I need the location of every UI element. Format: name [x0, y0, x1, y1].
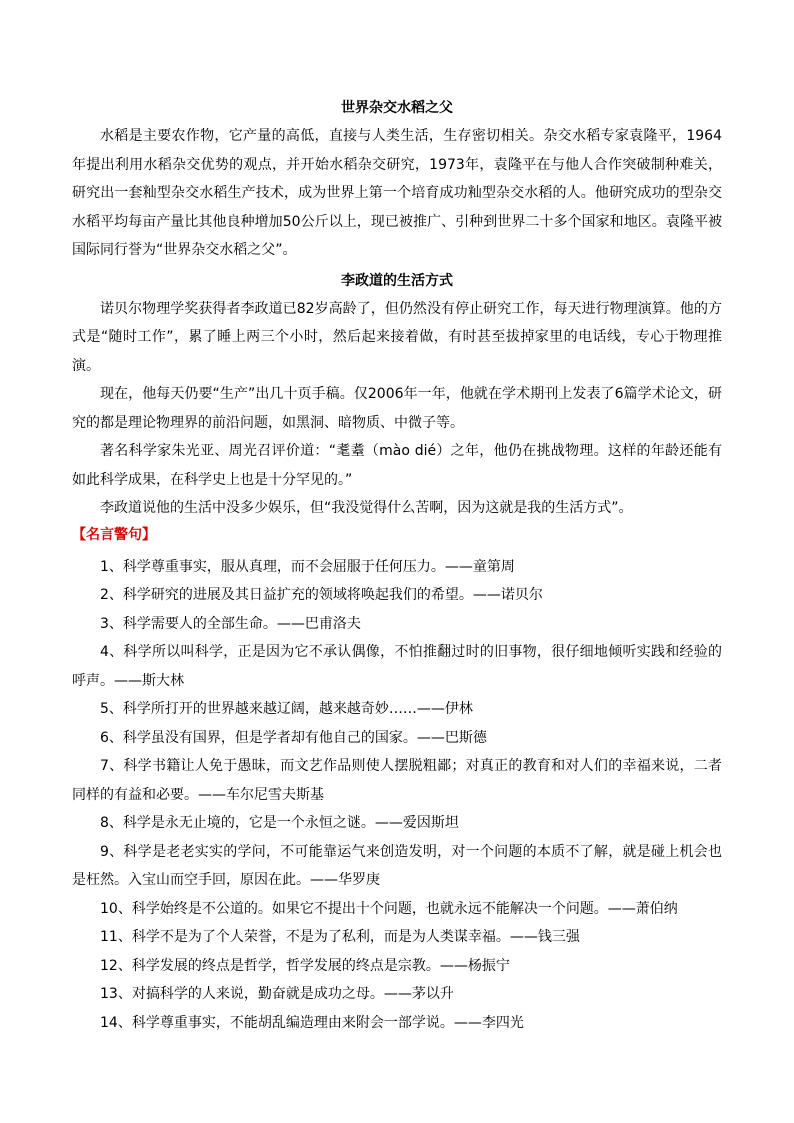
quotes-list — [72, 553, 722, 1038]
quote-item: 13、对搞科学的人来说，勤奋就是成功之母。——茅以升 — [100, 986, 454, 1002]
quote-item: 10、科学始终是不公道的。如果它不提出十个问题，也就永远不能解决一个问题。——萧伯纳 — [100, 900, 678, 917]
quote-item: 12、科学发展的终点是哲学，哲学发展的终点是宗教。——杨振宁 — [100, 957, 510, 974]
quote-item: 2、科学研究的进展及其日益扩充的领域将唤起我们的希望。——诺贝尔 — [100, 587, 543, 603]
quote-item: 4、科学所以叫科学，正是因为它不承认偶像，不怕推翻过时的旧事物，很仔细地倾听实践和经验的呼声。——斯大林 — [72, 644, 722, 689]
quote-item: 1、科学尊重事实，服从真理，而不会屈服于任何压力。——童第周 — [100, 558, 515, 575]
paragraph: 著名科学家朱光亚、周光召评价道：“耄耋（mào dié）之年，他仍在挑战物理。这样的年龄还能有如此科学成果，在科学史上也是十分罕见的。” — [72, 443, 722, 488]
paragraph: 现在，他每天仍要“生产”出几十页手稿。仅2006年一年，他就在学术期刊上发表了6篇学术论文，研究的都是理论物理界的前沿问题，如黑洞、暗物质、中微子等。 — [72, 386, 722, 431]
section-title-yuan-longping: 世界杂交水稻之父 — [341, 100, 453, 116]
quote-item: 14、科学尊重事实，不能胡乱编造理由来附会一部学说。——李四光 — [100, 1014, 524, 1031]
quote-item: 11、科学不是为了个人荣誉，不是为了私利，而是为人类谋幸福。——钱三强 — [100, 929, 580, 945]
quote-item: 7、科学书籍让人免于愚昧，而文艺作品则使人摆脱粗鄙；对真正的教育和对人们的幸福来说，二者同样的有益和必要。——车尔尼雪夫斯基 — [72, 758, 722, 803]
quote-item: 5、科学所打开的世界越来越辽阔，越来越奇妙……——伊林 — [100, 701, 473, 717]
quotes-section-label: 【名言警句】 — [72, 526, 156, 543]
document-page — [72, 96, 722, 1037]
paragraph: 诺贝尔物理学奖获得者李政道已82岁高龄了，但仍然没有停止研究工作，每天进行物理演算。他的方式是“随时工作”，累了睡上两三个小时，然后起来接着做，有时甚至拔掉家里的电话线，专心于物理推演。 — [72, 300, 722, 374]
quote-item: 9、科学是老老实实的学问，不可能靠运气来创造发明，对一个问题的本质不了解，就是碰上机会也是枉然。入宝山而空手回，原因在此。——华罗庚 — [72, 843, 722, 888]
quote-item: 6、科学虽没有国界，但是学者却有他自己的国家。——巴斯德 — [100, 729, 487, 746]
quote-item: 3、科学需要人的全部生命。——巴甫洛夫 — [100, 615, 361, 632]
quote-item: 8、科学是永无止境的，它是一个永恒之谜。——爱因斯坦 — [100, 815, 459, 831]
paragraph: 水稻是主要农作物，它产量的高低，直接与人类生活，生存密切相关。杂交水稻专家袁隆平，1964年提出利用水稻杂交优势的观点，并开始水稻杂交研究，1973年，袁隆平在与他人合作突破制种难关，研究出一套籼型杂交水稻生产技术，成为世界上第一个培育成功籼型杂交水稻的人。他研究成功的型杂交水稻平均每亩产量比其他良种增加50公斤以上，现已被推广、引种到世界二十多个国家和地区。袁隆平被国际同行誉为“世界杂交水稻之父”。 — [72, 128, 722, 258]
paragraph: 李政道说他的生活中没多少娱乐，但“我没觉得什么苦啊，因为这就是我的生活方式”。 — [100, 500, 633, 516]
section-title-li-zhengdao: 李政道的生活方式 — [341, 272, 453, 289]
